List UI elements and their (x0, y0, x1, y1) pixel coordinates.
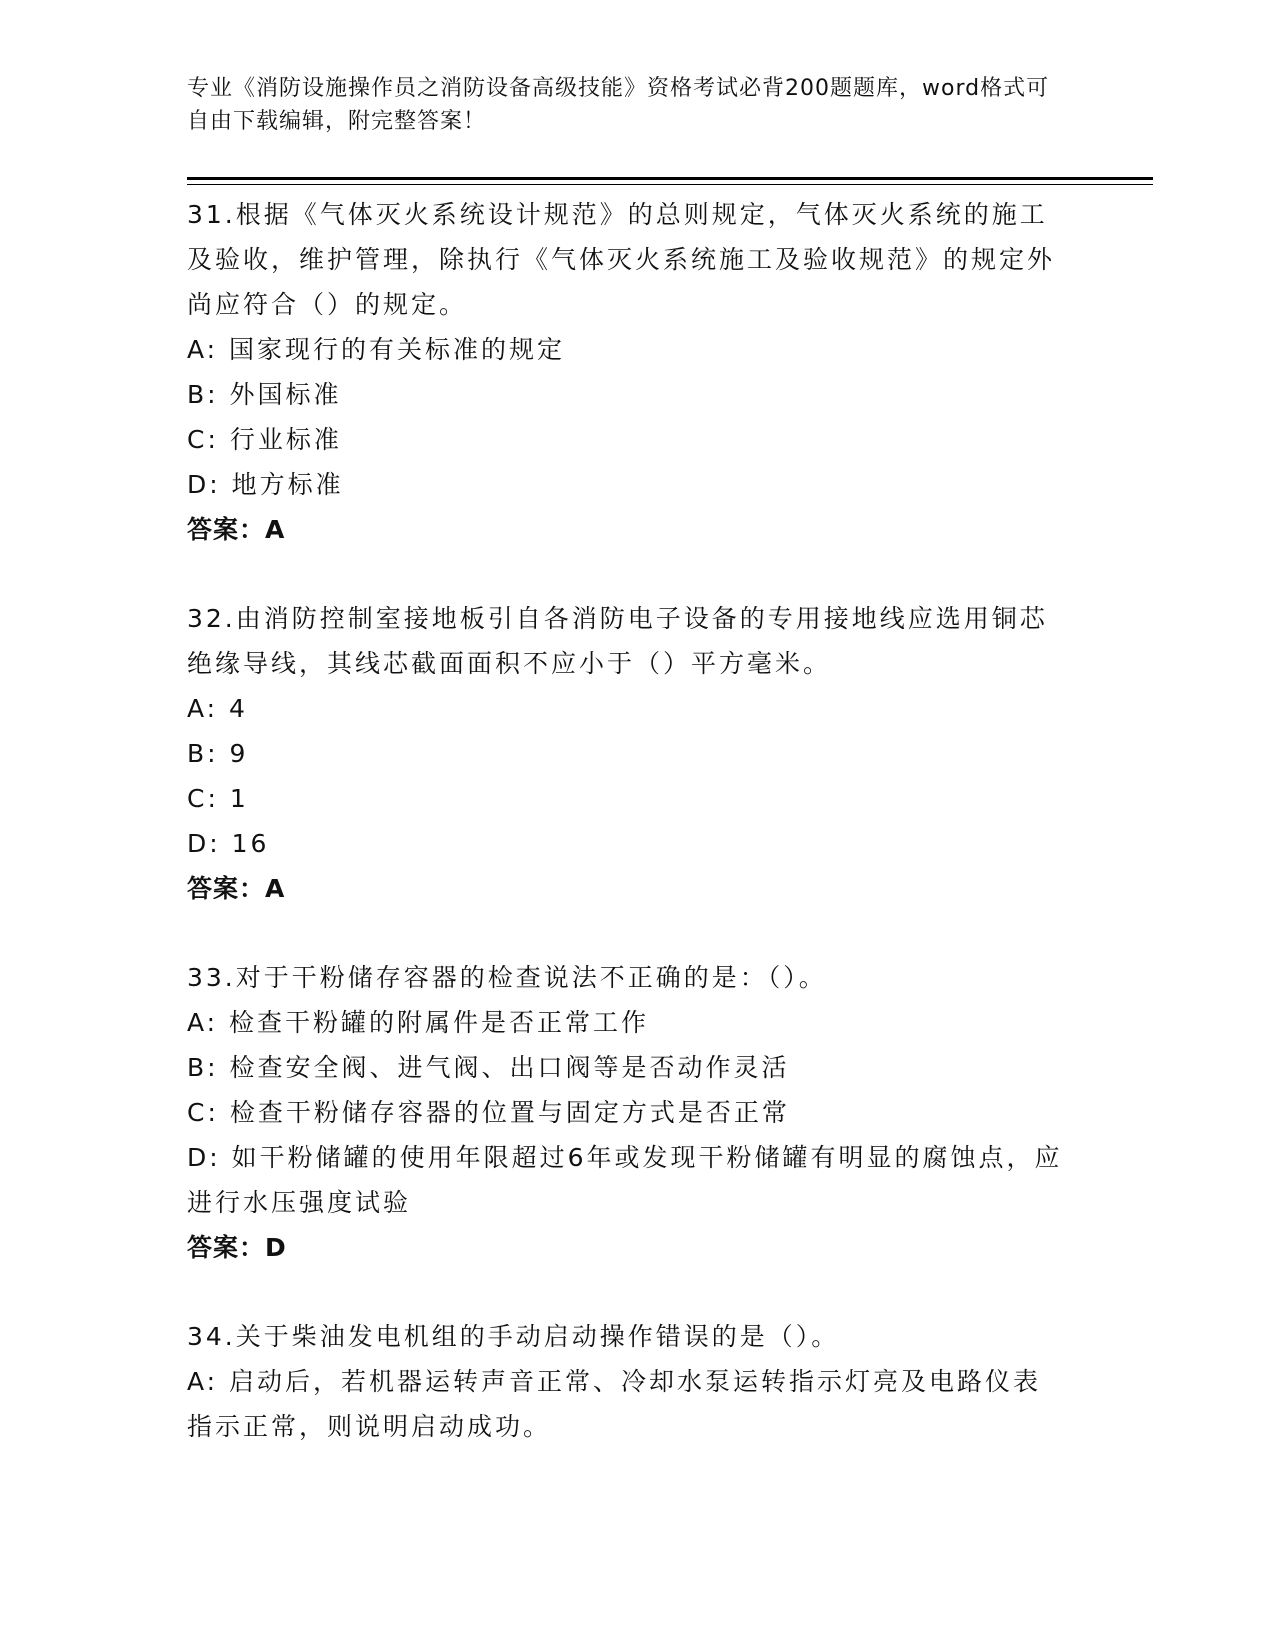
option-separator: : (209, 829, 232, 858)
question-34 (187, 1314, 1067, 1449)
option-text: 外国标准 (229, 380, 342, 409)
option-b (187, 731, 1067, 776)
option-d (187, 462, 1067, 507)
option-a (187, 1000, 1067, 1045)
option-text: 启动后，若机器运转声音正常、冷却水泵运转指示灯亮及电路仪表指示正常，则说明启动成功。 (187, 1367, 1042, 1441)
option-letter: C (187, 425, 208, 454)
option-separator: : (209, 470, 232, 499)
option-separator: : (207, 1053, 230, 1082)
option-separator: : (206, 1008, 230, 1037)
question-list (187, 192, 1067, 1493)
option-c (187, 417, 1067, 462)
option-text: 4 (229, 694, 248, 723)
option-letter: D (187, 1143, 210, 1172)
option-separator: : (207, 380, 230, 409)
option-b (187, 372, 1067, 417)
answer-line: 答案：D (187, 1233, 287, 1262)
question-stem: 32.由消防控制室接地板引自各消防电子设备的专用接地线应选用铜芯绝缘导线，其线芯截面面积不应小于（）平方毫米。 (187, 604, 1048, 678)
option-text: 行业标准 (229, 425, 342, 454)
option-separator: : (207, 739, 230, 768)
option-d (187, 821, 1067, 866)
question-stem: 34.关于柴油发电机组的手动启动操作错误的是（）。 (187, 1322, 840, 1351)
option-letter: B (187, 739, 208, 768)
header-divider-thick (187, 177, 1153, 180)
option-c (187, 1090, 1067, 1135)
option-separator: : (206, 694, 230, 723)
option-text: 1 (229, 784, 249, 813)
question-31 (187, 192, 1067, 552)
header-divider-thin (187, 184, 1153, 185)
option-letter: A (187, 1367, 207, 1396)
option-text: 检查干粉储存容器的位置与固定方式是否正常 (229, 1098, 790, 1127)
option-a (187, 686, 1067, 731)
option-letter: D (187, 470, 210, 499)
option-letter: A (187, 335, 207, 364)
option-text: 检查干粉罐的附属件是否正常工作 (229, 1008, 650, 1037)
option-letter: A (187, 1008, 207, 1037)
option-text: 如干粉储罐的使用年限超过6年或发现干粉储罐有明显的腐蚀点，应进行水压强度试验 (187, 1143, 1063, 1217)
option-text: 地方标准 (231, 470, 344, 499)
option-separator: : (207, 784, 230, 813)
option-separator: : (206, 335, 230, 364)
option-text: 9 (229, 739, 249, 768)
option-separator: : (207, 425, 230, 454)
option-separator: : (209, 1143, 232, 1172)
option-text: 16 (231, 829, 270, 858)
question-33 (187, 955, 1067, 1270)
option-letter: A (187, 694, 207, 723)
option-text: 国家现行的有关标准的规定 (229, 335, 566, 364)
question-32 (187, 596, 1067, 911)
option-separator: : (207, 1098, 230, 1127)
option-b (187, 1045, 1067, 1090)
option-letter: C (187, 784, 208, 813)
option-a (187, 327, 1067, 372)
option-d (187, 1135, 1067, 1225)
option-a (187, 1359, 1067, 1449)
question-stem: 33.对于干粉储存容器的检查说法不正确的是：（）。 (187, 963, 827, 992)
option-letter: C (187, 1098, 208, 1127)
option-text: 检查安全阀、进气阀、出口阀等是否动作灵活 (229, 1053, 790, 1082)
question-stem: 31.根据《气体灭火系统设计规范》的总则规定，气体灭火系统的施工及验收，维护管理，除执行《气体灭火系统施工及验收规范》的规定外尚应符合（）的规定。 (187, 200, 1056, 319)
option-separator: : (206, 1367, 230, 1396)
answer-line: 答案：A (187, 515, 286, 544)
option-letter: B (187, 380, 208, 409)
option-letter: D (187, 829, 210, 858)
option-letter: B (187, 1053, 208, 1082)
document-header: 专业《消防设施操作员之消防设备高级技能》资格考试必背200题题库，word格式可自由下载编辑，附完整答案！ (187, 76, 1050, 134)
option-c (187, 776, 1067, 821)
answer-line: 答案：A (187, 874, 286, 903)
